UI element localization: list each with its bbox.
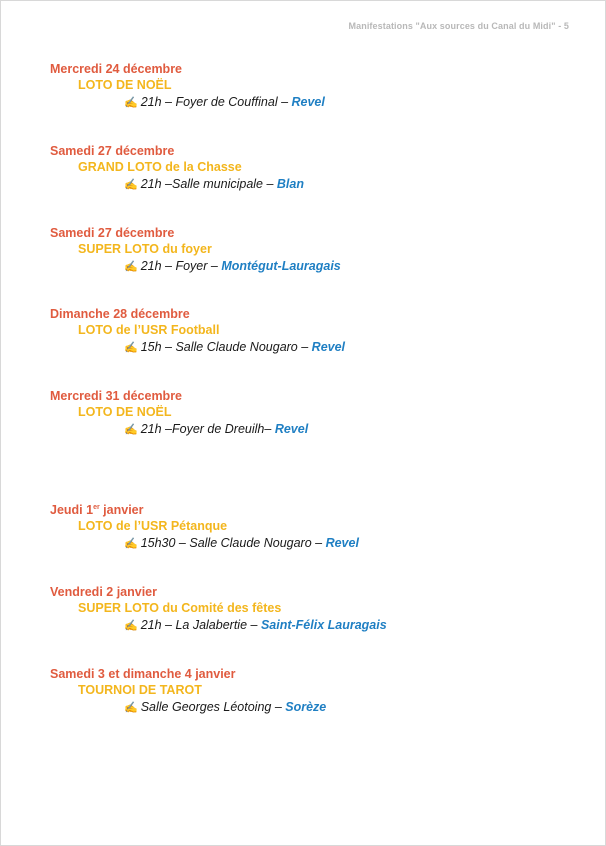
event-place: 15h – Salle Claude Nougaro – xyxy=(140,340,312,354)
writing-hand-icon: ✍ xyxy=(124,538,138,550)
event-date: Dimanche 28 décembre xyxy=(50,307,190,321)
event-city: Saint-Félix Lauragais xyxy=(260,618,387,632)
event-item xyxy=(50,306,345,357)
event-date: Samedi 27 décembre xyxy=(50,226,175,240)
writing-hand-icon: ✍ xyxy=(124,342,138,354)
event-item xyxy=(50,666,326,717)
event-item xyxy=(50,584,387,635)
page-header: Manifestations "Aux sources du Canal du Midi" - 5 xyxy=(348,21,569,31)
event-location xyxy=(124,616,387,635)
event-date: Samedi 27 décembre xyxy=(50,144,175,158)
event-date-ordinal: er xyxy=(93,504,100,511)
event-location xyxy=(124,698,326,717)
writing-hand-icon: ✍ xyxy=(124,620,138,632)
writing-hand-icon: ✍ xyxy=(124,261,138,273)
event-city: Revel xyxy=(311,340,346,354)
event-location xyxy=(124,257,341,276)
writing-hand-icon: ✍ xyxy=(124,97,138,109)
event-city: Blan xyxy=(276,177,304,191)
event-item xyxy=(50,61,325,112)
event-title: LOTO de l’USR Football xyxy=(78,323,220,337)
event-date: Vendredi 2 janvier xyxy=(50,585,157,599)
event-date-day: Jeudi 1 xyxy=(50,503,94,517)
writing-hand-icon: ✍ xyxy=(124,702,138,714)
event-location xyxy=(124,93,325,112)
event-date: Mercredi 31 décembre xyxy=(50,389,183,403)
event-city: Revel xyxy=(291,95,325,109)
writing-hand-icon: ✍ xyxy=(124,424,138,436)
event-item xyxy=(50,143,304,194)
event-location xyxy=(124,175,304,194)
event-item xyxy=(50,225,341,276)
event-place: 21h –Salle municipale – xyxy=(140,177,277,191)
event-place: 21h – Foyer – xyxy=(140,259,222,273)
event-location xyxy=(124,534,359,553)
writing-hand-icon: ✍ xyxy=(124,179,138,191)
event-location xyxy=(124,420,308,439)
event-item xyxy=(50,502,359,553)
event-city: Sorèze xyxy=(285,700,327,714)
event-date-month: janvier xyxy=(99,503,144,517)
event-title: SUPER LOTO du Comité des fêtes xyxy=(78,601,282,615)
event-title: LOTO de l’USR Pétanque xyxy=(78,519,228,533)
event-place: 15h30 – Salle Claude Nougaro – xyxy=(140,536,326,550)
event-date: Samedi 3 et dimanche 4 janvier xyxy=(50,667,236,681)
event-title: SUPER LOTO du foyer xyxy=(78,242,212,256)
event-item xyxy=(50,388,308,439)
event-title: LOTO DE NOËL xyxy=(78,78,172,92)
event-place: 21h – La Jalabertie – xyxy=(140,618,261,632)
event-place: 21h –Foyer de Dreuilh– xyxy=(140,422,275,436)
event-location xyxy=(124,338,345,357)
event-title: GRAND LOTO de la Chasse xyxy=(78,160,242,174)
event-place: 21h – Foyer de Couffinal – xyxy=(140,95,292,109)
event-date xyxy=(50,502,359,518)
event-city: Montégut-Lauragais xyxy=(221,259,341,273)
event-place: Salle Georges Léotoing – xyxy=(140,700,286,714)
event-title: LOTO DE NOËL xyxy=(78,405,172,419)
event-title: TOURNOI DE TAROT xyxy=(78,683,202,697)
event-city: Revel xyxy=(274,422,309,436)
event-city: Revel xyxy=(325,536,359,550)
event-date: Mercredi 24 décembre xyxy=(50,62,183,76)
